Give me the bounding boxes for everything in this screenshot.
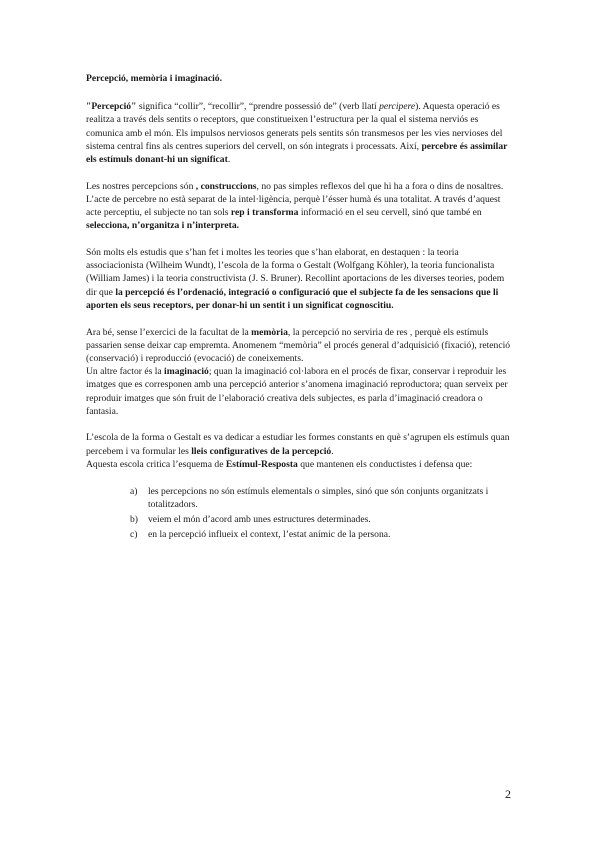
- text-span: ). Aquesta operació es realitza a través dels sentits o receptors, que constitueixen l’estructura per la qual el sistema nerviós es comunica amb el món. Els impulsos nerviosos generats pels sentits són transmesos per les vies nervioses del sistema central fins als centres superiors del cervell, on són integrats i processats. Així,: [86, 101, 503, 152]
- text-span: que mantenen els conductistes i defensa que:: [297, 458, 473, 470]
- paragraph-estimul-resposta: [86, 458, 511, 471]
- bold-definition: la percepció és l’ordenació, integració o configuració que el subjecte fa de les sensacions que li aporten els seus receptors, per donar-hi un sentit i un significat cognoscitiu.: [86, 286, 499, 311]
- text-span: Són molts els estudis que s’han fet i moltes les teories que s’han elaborat, en destaquen : la teoria associacionista (Wilheim Wundt), l’escola de la forma o Gestalt (Wolfgang Köhler), la teoria funcionalista (William James) i la teoria constructivista (J. S. Bruner). Recollint aportacions de les diverses teories, podem dir que: [86, 247, 505, 298]
- page-content: [86, 72, 511, 543]
- list-item-text: en la percepció influeix el context, l’estat anímic de la persona.: [148, 529, 391, 541]
- term-estimul-resposta: Estímul-Resposta: [225, 458, 298, 470]
- paragraph-gestalt: [86, 431, 511, 457]
- list-marker: c): [130, 529, 138, 541]
- paragraph-teories: [86, 246, 511, 312]
- term-percepcio: "Percepció": [86, 101, 137, 113]
- text-span: L’escola de la forma o Gestalt es va dedicar a estudiar les formes constants en què s’agrupen els estímuls quan percebem i va formular les: [86, 432, 510, 457]
- text-span: Les nostres percepcions són: [86, 180, 196, 192]
- text-span: .: [227, 154, 231, 166]
- list-item: [130, 513, 511, 526]
- text-span: .: [331, 445, 334, 457]
- text-span: ; quan la imaginació col·labora en el procés de fixar, conservar i reproduir les imatges que es corresponen amb una percepció anterior s’anomena imaginació reproductora; quan serveix per reproduir imatges que són fruit de l’elaboració creativa dels subjectes, es parla d’imaginació creadora o fantasia.: [86, 366, 508, 417]
- list-item-text: veiem el món d’acord amb unes estructures determinades.: [148, 513, 371, 525]
- document-title: Percepció, memòria i imaginació.: [86, 73, 222, 84]
- term-selecciona: selecciona, n’organitza i n’interpreta.: [86, 220, 240, 232]
- term-rep-transforma: rep i transforma: [230, 207, 299, 219]
- bold-definition: percebre és assimilar els estímuls donant-hi un significat: [86, 140, 508, 166]
- list-item: [130, 485, 511, 511]
- latin-term: percipere: [379, 101, 416, 113]
- text-span: informació en el seu cervell, sinó que també en: [298, 207, 482, 219]
- paragraph-construccions: [86, 180, 511, 233]
- term-construccions: , construccions: [195, 180, 257, 192]
- text-span: Ara bé, sense l’exercici de la facultat de la: [86, 326, 252, 338]
- text-span: significa “collir”, “recollir”, “prendre possessió de” (verb llatí: [136, 101, 380, 113]
- term-memoria: memòria: [251, 326, 288, 338]
- list-marker: a): [130, 485, 138, 497]
- text-span: , no pas simples reflexos del que hi ha a fora o dins de nosaltres. L’acte de percebre no està separat de la intel·ligència, perquè l’ésser humà és una totalitat. A través d’aquest acte perceptiu, el subjecte no tan sols: [86, 180, 504, 219]
- text-span: Aquesta escola critica l’esquema de: [86, 458, 226, 470]
- paragraph-imaginacio: [86, 365, 511, 418]
- list-marker: b): [130, 513, 138, 525]
- term-lleis-configuratives: lleis configuratives de la percepció: [191, 445, 332, 457]
- paragraph-percepcio-definition: [86, 100, 511, 166]
- list-item: [130, 528, 511, 541]
- list-item-text: les percepcions no són estímuls elementals o simples, sinó que són conjunts organitzats i totalitzadors.: [148, 485, 489, 510]
- gestalt-principles-list: [86, 485, 511, 542]
- term-imaginacio: imaginació: [164, 366, 209, 378]
- paragraph-memoria: [86, 326, 511, 366]
- text-span: , la percepció no serviria de res , perquè els estímuls passarien sense deixar cap empremta. Anomenem “memòria” el procés general d’adquisició (fixació), retenció (conservació) i reproducció (evocació) de coneixements.: [86, 326, 511, 364]
- page-number: 2: [505, 787, 511, 801]
- text-span: Un altre factor és la: [86, 366, 165, 378]
